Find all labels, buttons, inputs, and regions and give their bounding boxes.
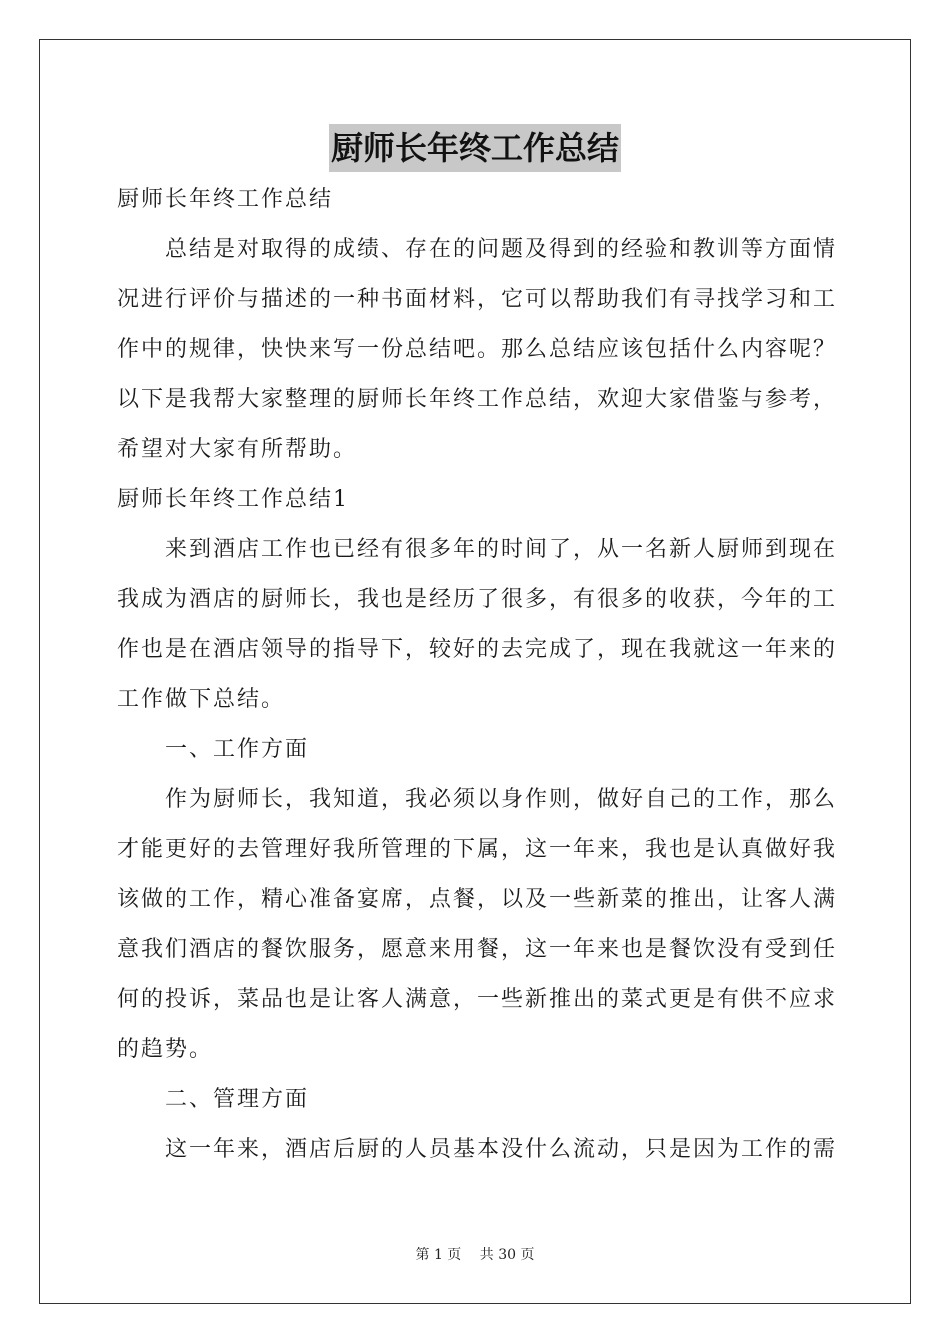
intro-paragraph: 总结是对取得的成绩、存在的问题及得到的经验和教训等方面情况进行评价与描述的一种书面材料，它可以帮助我们有寻找学习和工作中的规律，快快来写一份总结吧。那么总结应该包括什么内容呢？以下是我帮大家整理的厨师长年终工作总结，欢迎大家借鉴与参考，希望对大家有所帮助。 xyxy=(117,237,838,462)
subheading-work: 一、工作方面 xyxy=(165,737,310,762)
document-body xyxy=(117,175,837,1175)
subheading-management: 二、管理方面 xyxy=(165,1087,310,1112)
subtitle-paragraph: 厨师长年终工作总结 xyxy=(117,187,334,212)
body-paragraph: 作为厨师长，我知道，我必须以身作则，做好自己的工作，那么才能更好的去管理好我所管理的下属，这一年来，我也是认真做好我该做的工作，精心准备宴席，点餐，以及一些新菜的推出，让客人满意我们酒店的餐饮服务，愿意来用餐，这一年来也是餐饮没有受到任何的投诉，菜品也是让客人满意，一些新推出的菜式更是有供不应求的趋势。 xyxy=(117,787,838,1062)
section-heading-1: 厨师长年终工作总结1 xyxy=(117,487,349,512)
body-paragraph: 这一年来，酒店后厨的人员基本没什么流动，只是因为工作的需 xyxy=(165,1137,838,1162)
page-number: 第 1 页 xyxy=(415,1247,462,1263)
page-total: 共 30 页 xyxy=(479,1247,535,1263)
title-container xyxy=(0,124,950,172)
document-title: 厨师长年终工作总结 xyxy=(329,124,621,172)
page-footer xyxy=(0,1244,950,1264)
body-paragraph: 来到酒店工作也已经有很多年的时间了，从一名新人厨师到现在我成为酒店的厨师长，我也是经历了很多，有很多的收获，今年的工作也是在酒店领导的指导下，较好的去完成了，现在我就这一年来的工作做下总结。 xyxy=(117,537,838,712)
